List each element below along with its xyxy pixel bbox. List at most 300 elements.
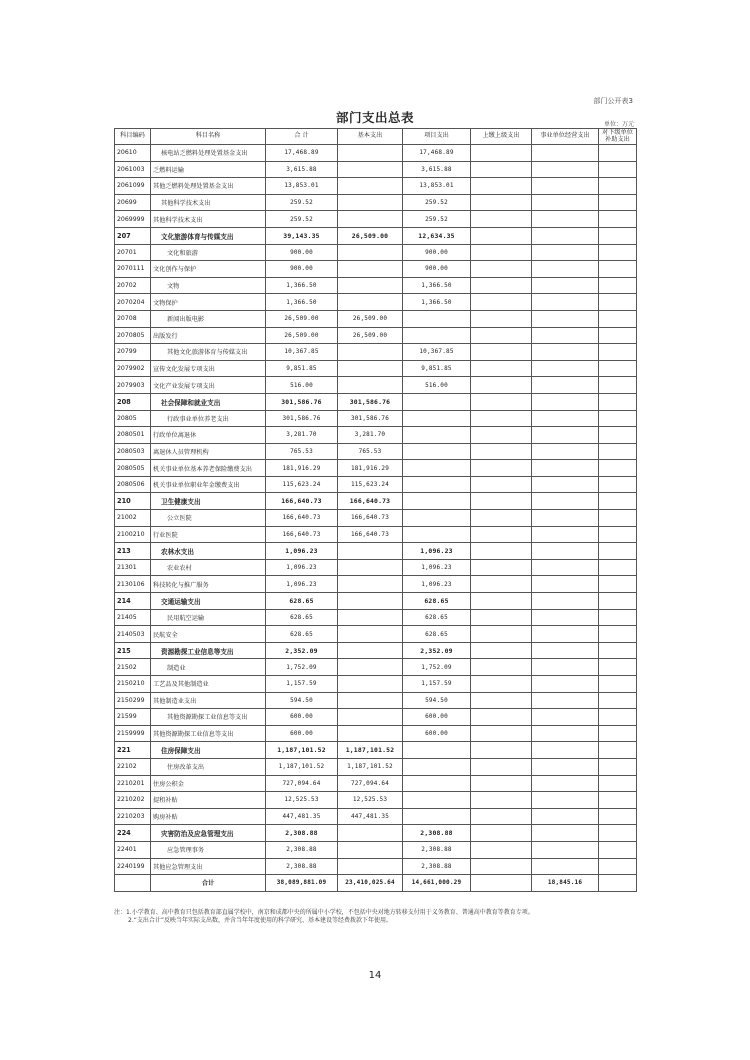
- name-cell: 文化和旅游: [151, 244, 266, 261]
- remit-cell: [471, 841, 532, 858]
- table-row: [115, 178, 637, 195]
- business-cell: [532, 194, 599, 211]
- table-row: [115, 576, 637, 593]
- business-cell: [532, 609, 599, 626]
- basic-cell: [338, 559, 403, 576]
- subsidy-cell: [599, 194, 637, 211]
- total-cell: 447,481.35: [266, 808, 338, 825]
- business-cell: [532, 161, 599, 178]
- total-cell: 301,586.76: [266, 393, 338, 410]
- project-cell: [403, 393, 471, 410]
- remit-cell: [471, 460, 532, 477]
- project-cell: 1,366.50: [403, 294, 471, 311]
- table-row: [115, 692, 637, 709]
- subsidy-cell: [599, 145, 637, 162]
- subsidy-cell: [599, 593, 637, 610]
- table-row: [115, 443, 637, 460]
- remit-cell: [471, 692, 532, 709]
- basic-cell: 26,509.00: [338, 227, 403, 244]
- total-cell: 9,851.85: [266, 360, 338, 377]
- total-cell: 2,352.09: [266, 642, 338, 659]
- table-row: [115, 659, 637, 676]
- page-number: 14: [368, 970, 382, 981]
- remit-cell: [471, 244, 532, 261]
- total-remit: [471, 875, 532, 892]
- total-cell: 10,367.85: [266, 344, 338, 361]
- remit-cell: [471, 659, 532, 676]
- name-cell: 其他资源勘探工业信息等支出: [151, 725, 266, 742]
- remit-cell: [471, 709, 532, 726]
- table-row: [115, 510, 637, 527]
- total-cell: 181,916.29: [266, 460, 338, 477]
- subsidy-cell: [599, 460, 637, 477]
- name-cell: 住房保障支出: [151, 742, 266, 759]
- business-cell: [532, 808, 599, 825]
- total-cell: 2,308.88: [266, 841, 338, 858]
- footnotes: [114, 909, 654, 925]
- business-cell: [532, 145, 599, 162]
- business-cell: [532, 277, 599, 294]
- project-cell: [403, 476, 471, 493]
- basic-cell: [338, 709, 403, 726]
- name-cell: 其他文化旅游体育与传媒支出: [151, 344, 266, 361]
- basic-cell: [338, 841, 403, 858]
- business-cell: [532, 559, 599, 576]
- table-row: [115, 261, 637, 278]
- project-cell: [403, 460, 471, 477]
- total-cell: 166,640.73: [266, 510, 338, 527]
- footnote-1: 注：1.小学教育、高中教育只包括教育部直属学校中，南京和成都中央的所属中小学校，不包括中央对地方转移支付用于义务教育、普通高中教育等教育专项。: [114, 909, 534, 916]
- business-cell: [532, 427, 599, 444]
- project-cell: 594.50: [403, 692, 471, 709]
- project-cell: 516.00: [403, 377, 471, 394]
- name-cell: 民航安全: [151, 626, 266, 643]
- name-cell: 宣传文化发展专项支出: [151, 360, 266, 377]
- basic-cell: 12,525.53: [338, 792, 403, 809]
- table-row: [115, 526, 637, 543]
- table-row: [115, 825, 637, 842]
- project-cell: 259.52: [403, 211, 471, 228]
- basic-cell: [338, 609, 403, 626]
- remit-cell: [471, 493, 532, 510]
- subsidy-cell: [599, 227, 637, 244]
- project-cell: 1,752.09: [403, 659, 471, 676]
- table-row: [115, 709, 637, 726]
- total-sum: 38,089,881.09: [266, 875, 338, 892]
- table-row: [115, 393, 637, 410]
- total-project: 14,661,000.29: [403, 875, 471, 892]
- business-cell: [532, 792, 599, 809]
- name-cell: 核电站乏燃料处理处置基金支出: [151, 145, 266, 162]
- code-cell: 2080505: [115, 460, 151, 477]
- name-cell: 文化创作与保护: [151, 261, 266, 278]
- basic-cell: 765.53: [338, 443, 403, 460]
- basic-cell: 3,281.70: [338, 427, 403, 444]
- code-cell: 2080503: [115, 443, 151, 460]
- business-cell: [532, 858, 599, 875]
- remit-cell: [471, 344, 532, 361]
- remit-cell: [471, 443, 532, 460]
- basic-cell: [338, 642, 403, 659]
- project-cell: [403, 427, 471, 444]
- project-cell: 10,367.85: [403, 344, 471, 361]
- name-cell: 行业医院: [151, 526, 266, 543]
- name-cell: 其他乏燃料处理处置基金支出: [151, 178, 266, 195]
- project-cell: 900.00: [403, 261, 471, 278]
- subsidy-cell: [599, 825, 637, 842]
- code-cell: 21502: [115, 659, 151, 676]
- total-cell: 1,187,101.52: [266, 758, 338, 775]
- basic-cell: [338, 725, 403, 742]
- remit-cell: [471, 758, 532, 775]
- total-cell: 628.65: [266, 593, 338, 610]
- remit-cell: [471, 609, 532, 626]
- project-cell: 2,352.09: [403, 642, 471, 659]
- total-cell: 2,308.88: [266, 825, 338, 842]
- code-cell: 2150299: [115, 692, 151, 709]
- business-cell: [532, 493, 599, 510]
- total-cell: 166,640.73: [266, 526, 338, 543]
- business-cell: [532, 476, 599, 493]
- total-business: 18,845.16: [532, 875, 599, 892]
- subsidy-cell: [599, 659, 637, 676]
- remit-cell: [471, 543, 532, 560]
- business-cell: [532, 393, 599, 410]
- code-cell: 207: [115, 227, 151, 244]
- subsidy-cell: [599, 510, 637, 527]
- total-cell: 1,096.23: [266, 559, 338, 576]
- code-cell: 2070805: [115, 327, 151, 344]
- name-cell: 出版发行: [151, 327, 266, 344]
- subsidy-cell: [599, 161, 637, 178]
- subsidy-cell: [599, 841, 637, 858]
- code-cell: 2130106: [115, 576, 151, 593]
- basic-cell: 301,586.76: [338, 410, 403, 427]
- total-cell: 3,281.70: [266, 427, 338, 444]
- name-cell: 文物: [151, 277, 266, 294]
- business-cell: [532, 377, 599, 394]
- business-cell: [532, 758, 599, 775]
- table-row: [115, 244, 637, 261]
- subsidy-cell: [599, 626, 637, 643]
- code-cell: 2210202: [115, 792, 151, 809]
- project-cell: [403, 792, 471, 809]
- subsidy-cell: [599, 642, 637, 659]
- code-cell: 2070204: [115, 294, 151, 311]
- total-cell: 594.50: [266, 692, 338, 709]
- code-cell: 20799: [115, 344, 151, 361]
- code-cell: 2061099: [115, 178, 151, 195]
- code-cell: 214: [115, 593, 151, 610]
- total-cell: 166,640.73: [266, 493, 338, 510]
- total-cell: 301,586.76: [266, 410, 338, 427]
- code-cell: 221: [115, 742, 151, 759]
- project-cell: 628.65: [403, 593, 471, 610]
- total-cell: 259.52: [266, 211, 338, 228]
- code-cell: 21405: [115, 609, 151, 626]
- code-cell: 21002: [115, 510, 151, 527]
- business-cell: [532, 659, 599, 676]
- business-cell: [532, 841, 599, 858]
- remit-cell: [471, 526, 532, 543]
- project-cell: [403, 758, 471, 775]
- code-cell: 210: [115, 493, 151, 510]
- subsidy-cell: [599, 443, 637, 460]
- table-row: [115, 493, 637, 510]
- remit-cell: [471, 277, 532, 294]
- remit-cell: [471, 510, 532, 527]
- basic-cell: 166,640.73: [338, 510, 403, 527]
- subsidy-cell: [599, 261, 637, 278]
- basic-cell: [338, 161, 403, 178]
- remit-cell: [471, 427, 532, 444]
- name-cell: 住房改革支出: [151, 758, 266, 775]
- project-cell: [403, 327, 471, 344]
- name-cell: 行政事业单位养老支出: [151, 410, 266, 427]
- business-cell: [532, 742, 599, 759]
- business-cell: [532, 360, 599, 377]
- table-row: [115, 841, 637, 858]
- remit-cell: [471, 476, 532, 493]
- basic-cell: 115,623.24: [338, 476, 403, 493]
- basic-cell: [338, 277, 403, 294]
- name-cell: 制造业: [151, 659, 266, 676]
- subsidy-cell: [599, 294, 637, 311]
- code-cell: 2069999: [115, 211, 151, 228]
- table-row: [115, 775, 637, 792]
- remit-cell: [471, 377, 532, 394]
- table-row: [115, 377, 637, 394]
- total-cell: 628.65: [266, 626, 338, 643]
- project-cell: 1,096.23: [403, 576, 471, 593]
- code-cell: 20702: [115, 277, 151, 294]
- name-cell: 购房补贴: [151, 808, 266, 825]
- name-cell: 其他科学技术支出: [151, 194, 266, 211]
- table-row: [115, 758, 637, 775]
- code-cell: 215: [115, 642, 151, 659]
- project-cell: [403, 808, 471, 825]
- col-header-code: 科目编码: [115, 129, 151, 145]
- total-cell: 600.00: [266, 709, 338, 726]
- remit-cell: [471, 227, 532, 244]
- total-subsidy: [599, 875, 637, 892]
- code-cell: 2070111: [115, 261, 151, 278]
- code-cell: 224: [115, 825, 151, 842]
- table-row: [115, 294, 637, 311]
- basic-cell: 26,509.00: [338, 327, 403, 344]
- remit-cell: [471, 825, 532, 842]
- name-cell: 农业农村: [151, 559, 266, 576]
- table-row: [115, 327, 637, 344]
- business-cell: [532, 211, 599, 228]
- basic-cell: [338, 294, 403, 311]
- remit-cell: [471, 792, 532, 809]
- subsidy-cell: [599, 211, 637, 228]
- name-cell: 文化产业发展专项支出: [151, 377, 266, 394]
- table-row: [115, 792, 637, 809]
- total-cell: 600.00: [266, 725, 338, 742]
- subsidy-cell: [599, 344, 637, 361]
- table-row: [115, 642, 637, 659]
- remit-cell: [471, 576, 532, 593]
- business-cell: [532, 443, 599, 460]
- project-cell: 1,096.23: [403, 543, 471, 560]
- code-cell: 2159999: [115, 725, 151, 742]
- subsidy-cell: [599, 427, 637, 444]
- subsidy-cell: [599, 808, 637, 825]
- basic-cell: [338, 593, 403, 610]
- table-row: [115, 360, 637, 377]
- table-header-row: [115, 129, 637, 145]
- code-cell: 20701: [115, 244, 151, 261]
- total-cell: 115,623.24: [266, 476, 338, 493]
- project-cell: 12,634.35: [403, 227, 471, 244]
- basic-cell: [338, 194, 403, 211]
- basic-cell: 727,094.64: [338, 775, 403, 792]
- col-header-name: 科目名称: [151, 129, 266, 145]
- basic-cell: [338, 543, 403, 560]
- name-cell: 机关事业单位职业年金缴费支出: [151, 476, 266, 493]
- total-cell: 1,187,101.52: [266, 742, 338, 759]
- subsidy-cell: [599, 410, 637, 427]
- remit-cell: [471, 559, 532, 576]
- basic-cell: 1,187,101.52: [338, 742, 403, 759]
- name-cell: 农林水支出: [151, 543, 266, 560]
- business-cell: [532, 294, 599, 311]
- basic-cell: 301,586.76: [338, 393, 403, 410]
- project-cell: 9,851.85: [403, 360, 471, 377]
- business-cell: [532, 709, 599, 726]
- business-cell: [532, 310, 599, 327]
- table-code-label: 部门公开表3: [593, 97, 633, 105]
- page-title: 部门支出总表: [335, 110, 414, 125]
- code-cell: 22401: [115, 841, 151, 858]
- project-cell: [403, 443, 471, 460]
- code-cell: 21599: [115, 709, 151, 726]
- code-cell: 2079903: [115, 377, 151, 394]
- business-cell: [532, 327, 599, 344]
- name-cell: 提租补贴: [151, 792, 266, 809]
- table-row: [115, 145, 637, 162]
- subsidy-cell: [599, 858, 637, 875]
- code-cell: 2150210: [115, 676, 151, 693]
- project-cell: 259.52: [403, 194, 471, 211]
- code-cell: 2210201: [115, 775, 151, 792]
- basic-cell: [338, 261, 403, 278]
- basic-cell: [338, 344, 403, 361]
- subsidy-cell: [599, 792, 637, 809]
- business-cell: [532, 825, 599, 842]
- remit-cell: [471, 211, 532, 228]
- remit-cell: [471, 393, 532, 410]
- table-row: [115, 676, 637, 693]
- table-row: [115, 310, 637, 327]
- name-cell: 社会保障和就业支出: [151, 393, 266, 410]
- total-cell: 1,366.50: [266, 294, 338, 311]
- total-cell: 727,094.64: [266, 775, 338, 792]
- remit-cell: [471, 178, 532, 195]
- table-row: [115, 808, 637, 825]
- subsidy-cell: [599, 493, 637, 510]
- code-cell: 2210203: [115, 808, 151, 825]
- name-cell: 资源勘探工业信息等支出: [151, 642, 266, 659]
- business-cell: [532, 576, 599, 593]
- project-cell: 2,308.88: [403, 858, 471, 875]
- table-body: [115, 145, 637, 875]
- business-cell: [532, 244, 599, 261]
- project-cell: [403, 410, 471, 427]
- remit-cell: [471, 642, 532, 659]
- subsidy-cell: [599, 360, 637, 377]
- project-cell: 600.00: [403, 725, 471, 742]
- unit-label: 单位：万元: [603, 121, 634, 128]
- total-cell: 1,752.09: [266, 659, 338, 676]
- basic-cell: [338, 576, 403, 593]
- business-cell: [532, 460, 599, 477]
- business-cell: [532, 642, 599, 659]
- project-cell: [403, 510, 471, 527]
- table-row: [115, 460, 637, 477]
- basic-cell: [338, 377, 403, 394]
- total-cell: 628.65: [266, 609, 338, 626]
- basic-cell: [338, 145, 403, 162]
- basic-cell: [338, 858, 403, 875]
- col-header-remit: 上缴上级支出: [471, 129, 532, 145]
- name-cell: 离退休人员管理机构: [151, 443, 266, 460]
- total-cell: 2,308.88: [266, 858, 338, 875]
- remit-cell: [471, 858, 532, 875]
- table-row: [115, 427, 637, 444]
- project-cell: 17,468.89: [403, 145, 471, 162]
- business-cell: [532, 725, 599, 742]
- project-cell: 1,366.50: [403, 277, 471, 294]
- basic-cell: 447,481.35: [338, 808, 403, 825]
- code-cell: 2080501: [115, 427, 151, 444]
- table-row: [115, 742, 637, 759]
- total-basic: 23,410,025.64: [338, 875, 403, 892]
- subsidy-cell: [599, 310, 637, 327]
- name-cell: 交通运输支出: [151, 593, 266, 610]
- name-cell: 灾害防治及应急管理支出: [151, 825, 266, 842]
- name-cell: 公立医院: [151, 510, 266, 527]
- total-cell: 1,096.23: [266, 543, 338, 560]
- subsidy-cell: [599, 327, 637, 344]
- total-cell: 259.52: [266, 194, 338, 211]
- subsidy-cell: [599, 758, 637, 775]
- total-cell: 3,615.88: [266, 161, 338, 178]
- table-row: [115, 277, 637, 294]
- col-header-project: 项目支出: [403, 129, 471, 145]
- remit-cell: [471, 410, 532, 427]
- total-cell: 1,157.59: [266, 676, 338, 693]
- table-row: [115, 725, 637, 742]
- name-cell: 文化旅游体育与传媒支出: [151, 227, 266, 244]
- name-cell: 工艺品及其他制造业: [151, 676, 266, 693]
- name-cell: 乏燃料运输: [151, 161, 266, 178]
- business-cell: [532, 344, 599, 361]
- basic-cell: 1,187,101.52: [338, 758, 403, 775]
- code-cell: 20699: [115, 194, 151, 211]
- basic-cell: 166,640.73: [338, 493, 403, 510]
- total-cell: 1,096.23: [266, 576, 338, 593]
- remit-cell: [471, 808, 532, 825]
- total-cell: 26,509.00: [266, 310, 338, 327]
- table-row: [115, 211, 637, 228]
- remit-cell: [471, 161, 532, 178]
- table-row: [115, 559, 637, 576]
- name-cell: 科技转化与推广服务: [151, 576, 266, 593]
- code-cell: 20805: [115, 410, 151, 427]
